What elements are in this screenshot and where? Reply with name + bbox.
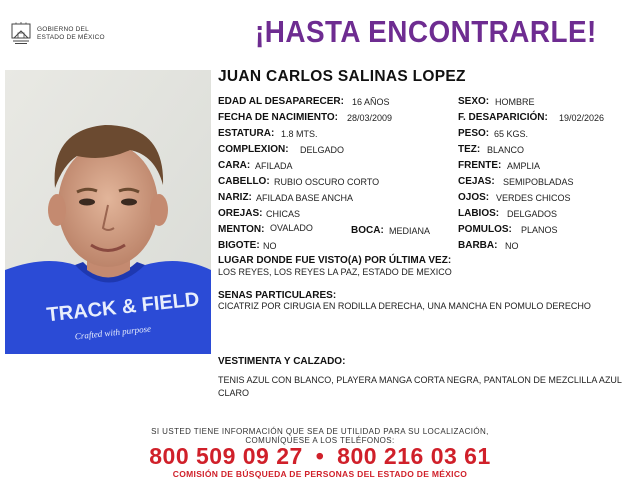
phone-separator: • <box>315 443 325 469</box>
boca-label: BOCA: <box>351 225 384 236</box>
frente-value: AMPLIA <box>507 161 541 171</box>
edad-value: 16 AÑOS <box>352 97 390 107</box>
orejas-label: OREJAS: <box>218 208 263 219</box>
nacimiento-label: FECHA DE NACIMIENTO: <box>218 112 338 123</box>
boca-value: MEDIANA <box>389 226 431 236</box>
particular-signs-title: SENAS PARTICULARES: <box>218 290 337 301</box>
shirt-print-subtext: Crafted with purpose <box>74 323 152 342</box>
pomulos-label: POMULOS: <box>458 224 512 235</box>
frente-label: FRENTE: <box>458 160 502 171</box>
complexion-label: COMPLEXION: <box>218 144 289 155</box>
phone-number-1[interactable]: 800 509 09 27 <box>149 443 303 469</box>
tez-label: TEZ: <box>458 144 481 155</box>
tez-value: BLANCO <box>487 145 525 155</box>
cara-value: AFILADA <box>255 161 293 171</box>
barba-value: NO <box>505 241 519 251</box>
contact-note-line1: SI USTED TIENE INFORMACIÓN QUE SEA DE UTILIDAD PARA SU LOCALIZACIÓN, <box>151 427 489 436</box>
cabello-label: CABELLO: <box>218 176 270 187</box>
government-logo <box>10 22 130 48</box>
barba-label: BARBA: <box>458 240 498 251</box>
contact-note-line2: COMUNÍQUESE A LOS TELÉFONOS: <box>245 436 395 445</box>
complexion-value: DELGADO <box>300 145 345 155</box>
desaparicion-label: F. DESAPARICIÓN: <box>458 112 548 123</box>
logo-text-line2: ESTADO DE MÉXICO <box>37 34 105 41</box>
phone-number-2[interactable]: 800 216 03 61 <box>337 443 491 469</box>
missing-person-photo <box>5 70 211 354</box>
coat-of-arms-icon <box>10 22 32 46</box>
orejas-value: CHICAS <box>266 209 301 219</box>
menton-value: OVALADO <box>270 223 313 233</box>
ojos-label: OJOS: <box>458 192 490 203</box>
nacimiento-value: 28/03/2009 <box>347 113 393 123</box>
sexo-label: SEXO: <box>458 96 490 107</box>
edad-label: EDAD AL DESAPARECER: <box>218 96 344 107</box>
phone-numbers <box>0 443 640 470</box>
nariz-value: AFILADA BASE ANCHA <box>256 193 354 203</box>
menton-label: MENTON: <box>218 224 265 235</box>
labios-label: LABIOS: <box>458 208 500 219</box>
cejas-value: SEMIPOBLADAS <box>503 177 574 187</box>
shirt-print-text: TRACK & FIELD <box>45 288 201 327</box>
desaparicion-value: 19/02/2026 <box>559 113 605 123</box>
clothing-text: TENIS AZUL CON BLANCO, PLAYERA MANGA CORTA NEGRA, PANTALON DE MEZCLILLA AZUL CLARO <box>218 375 622 398</box>
clothing-title: VESTIMENTA Y CALZADO: <box>218 356 346 367</box>
ojos-value: VERDES CHICOS <box>496 193 571 203</box>
peso-label: PESO: <box>458 128 490 139</box>
bigote-value: NO <box>263 241 277 251</box>
bigote-label: BIGOTE: <box>218 240 260 251</box>
estatura-value: 1.8 MTS. <box>281 129 318 139</box>
cara-label: CARA: <box>218 160 251 171</box>
estatura-label: ESTATURA: <box>218 128 275 139</box>
pomulos-value: PLANOS <box>521 225 558 235</box>
last-seen-text: LOS REYES, LOS REYES LA PAZ, ESTADO DE MEXICO <box>218 267 452 277</box>
portrait-illustration <box>5 70 211 354</box>
cejas-label: CEJAS: <box>458 176 495 187</box>
cabello-value: RUBIO OSCURO CORTO <box>274 177 380 187</box>
headline: ¡HASTA ENCONTRARLE! <box>255 14 597 49</box>
footer-agency: COMISIÓN DE BÚSQUEDA DE PERSONAS DEL ESTADO DE MÉXICO <box>172 469 468 479</box>
logo-text-line1: GOBIERNO DEL <box>37 26 89 33</box>
labios-value: DELGADOS <box>507 209 558 219</box>
particular-signs-text: CICATRIZ POR CIRUGIA EN RODILLA DERECHA, UNA MANCHA EN POMULO DERECHO <box>218 301 591 311</box>
peso-value: 65 KGS. <box>494 129 529 139</box>
nariz-label: NARIZ: <box>218 192 252 203</box>
last-seen-title: LUGAR DONDE FUE VISTO(A) POR ÚLTIMA VEZ: <box>218 255 452 266</box>
person-name: JUAN CARLOS SALINAS LOPEZ <box>218 68 466 85</box>
sexo-value: HOMBRE <box>495 97 535 107</box>
